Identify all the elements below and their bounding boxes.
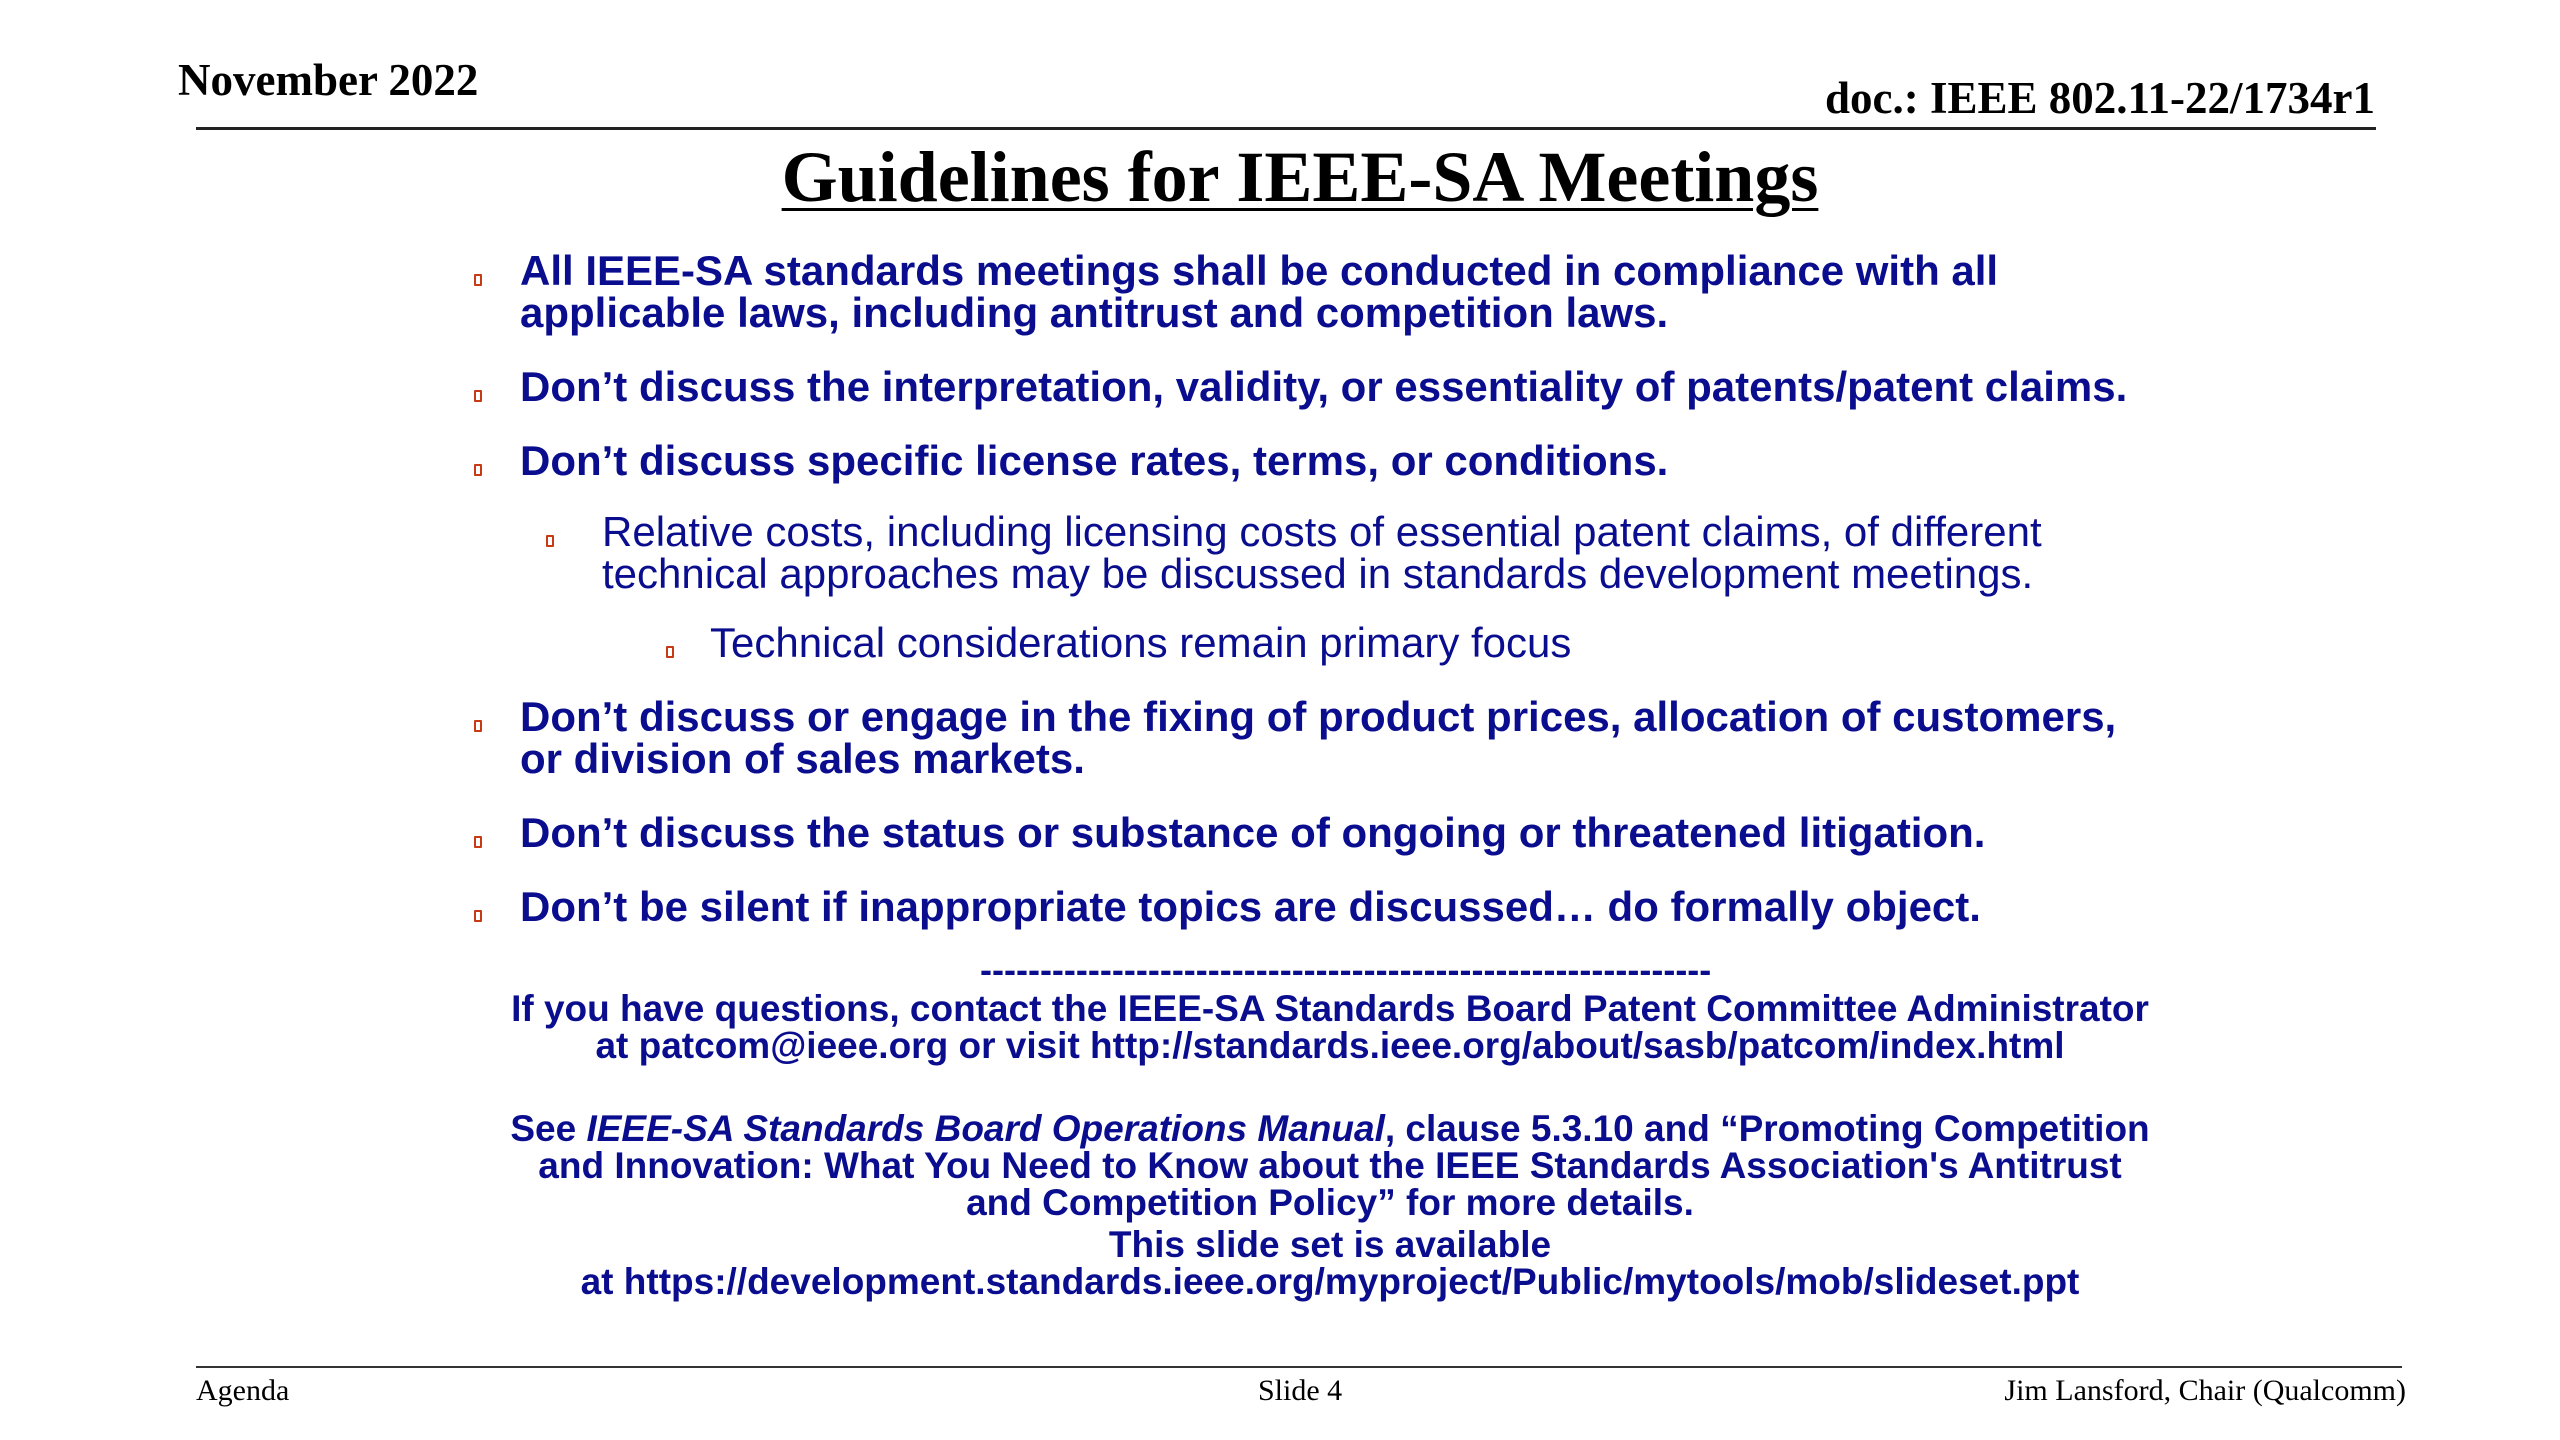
bullet-text-line: applicable laws, including antitrust and competition laws.	[520, 289, 1669, 336]
bullet-text-line: Don’t discuss the interpretation, validity, or essentiality of patents/patent claims.	[520, 363, 2128, 410]
header-doc-number: doc.: IEEE 802.11-22/1734r1	[1824, 73, 2375, 123]
bullet-item-level-1	[470, 437, 2210, 484]
see-suffix: , clause 5.3.10 and “Promoting Competition	[1384, 1108, 2150, 1149]
slideset-line-1: This slide set is available	[1108, 1224, 1552, 1265]
slide-title: Guidelines for IEEE-SA Meetings	[781, 137, 1819, 217]
header-date: November 2022	[178, 55, 479, 105]
bullet-marker-icon	[474, 910, 482, 922]
contact-line-2: at patcom@ieee.org or visit http://standards.ieee.org/about/sasb/patcom/index.html	[595, 1025, 2065, 1066]
bullet-marker-icon	[474, 274, 482, 286]
bullet-text-line: Don’t discuss the status or substance of ongoing or threatened litigation.	[520, 809, 1986, 856]
header-divider	[196, 127, 2376, 130]
bullet-marker-icon	[474, 836, 482, 848]
bullet-marker-icon	[474, 720, 482, 732]
bullet-item-level-3	[470, 619, 2210, 666]
bullet-item-level-1	[470, 247, 2210, 336]
bullet-item-level-1	[470, 363, 2210, 410]
see-line-2: and Innovation: What You Need to Know about the IEEE Standards Association's Antitrust	[538, 1145, 2122, 1186]
bullet-text-line: All IEEE-SA standards meetings shall be conducted in compliance with all	[520, 247, 1999, 294]
slideset-line-2: at https://development.standards.ieee.org/myproject/Public/mytools/mob/slideset.ppt	[580, 1261, 2080, 1302]
contact-note	[480, 990, 2180, 1064]
bullet-text-line: Don’t discuss specific license rates, terms, or conditions.	[520, 437, 1669, 484]
slideset-note	[480, 1226, 2180, 1300]
footer-divider	[196, 1366, 2402, 1368]
bullet-text-line: technical approaches may be discussed in standards development meetings.	[602, 550, 2034, 597]
bullet-list	[470, 247, 2210, 960]
bullet-item-level-1	[470, 809, 2210, 856]
bullet-item-level-1	[470, 693, 2210, 782]
bullet-item-level-1	[470, 883, 2210, 930]
bullet-text-line: Technical considerations remain primary focus	[710, 619, 1572, 666]
bullet-marker-icon	[474, 390, 482, 402]
operations-manual-title: IEEE-SA Standards Board Operations Manual	[586, 1108, 1385, 1149]
footer-slide-number: Slide 4	[1258, 1374, 1343, 1407]
bullet-text-line: Don’t be silent if inappropriate topics are discussed… do formally object.	[520, 883, 1981, 930]
bullet-text-line: Don’t discuss or engage in the fixing of product prices, allocation of customers,	[520, 693, 2117, 740]
footer-presenter: Jim Lansford, Chair (Qualcomm)	[2004, 1374, 2406, 1407]
contact-line-1: If you have questions, contact the IEEE-SA Standards Board Patent Committee Administrator	[511, 988, 2149, 1029]
footer-left: Agenda	[196, 1374, 290, 1407]
see-prefix: See	[510, 1108, 587, 1149]
bullet-marker-icon	[666, 646, 674, 658]
see-line-3: and Competition Policy” for more details.	[966, 1182, 1694, 1223]
bullet-marker-icon	[474, 464, 482, 476]
separator-line: -------------------------------------------------------------	[980, 949, 1712, 990]
see-line-1	[480, 1110, 2180, 1147]
see-manual-note	[480, 1110, 2180, 1221]
bullet-marker-icon	[546, 535, 554, 547]
bullet-text-line: Relative costs, including licensing costs of essential patent claims, of different	[602, 508, 2042, 555]
bullet-text-line: or division of sales markets.	[520, 735, 1085, 782]
bullet-item-level-2	[470, 508, 2210, 597]
